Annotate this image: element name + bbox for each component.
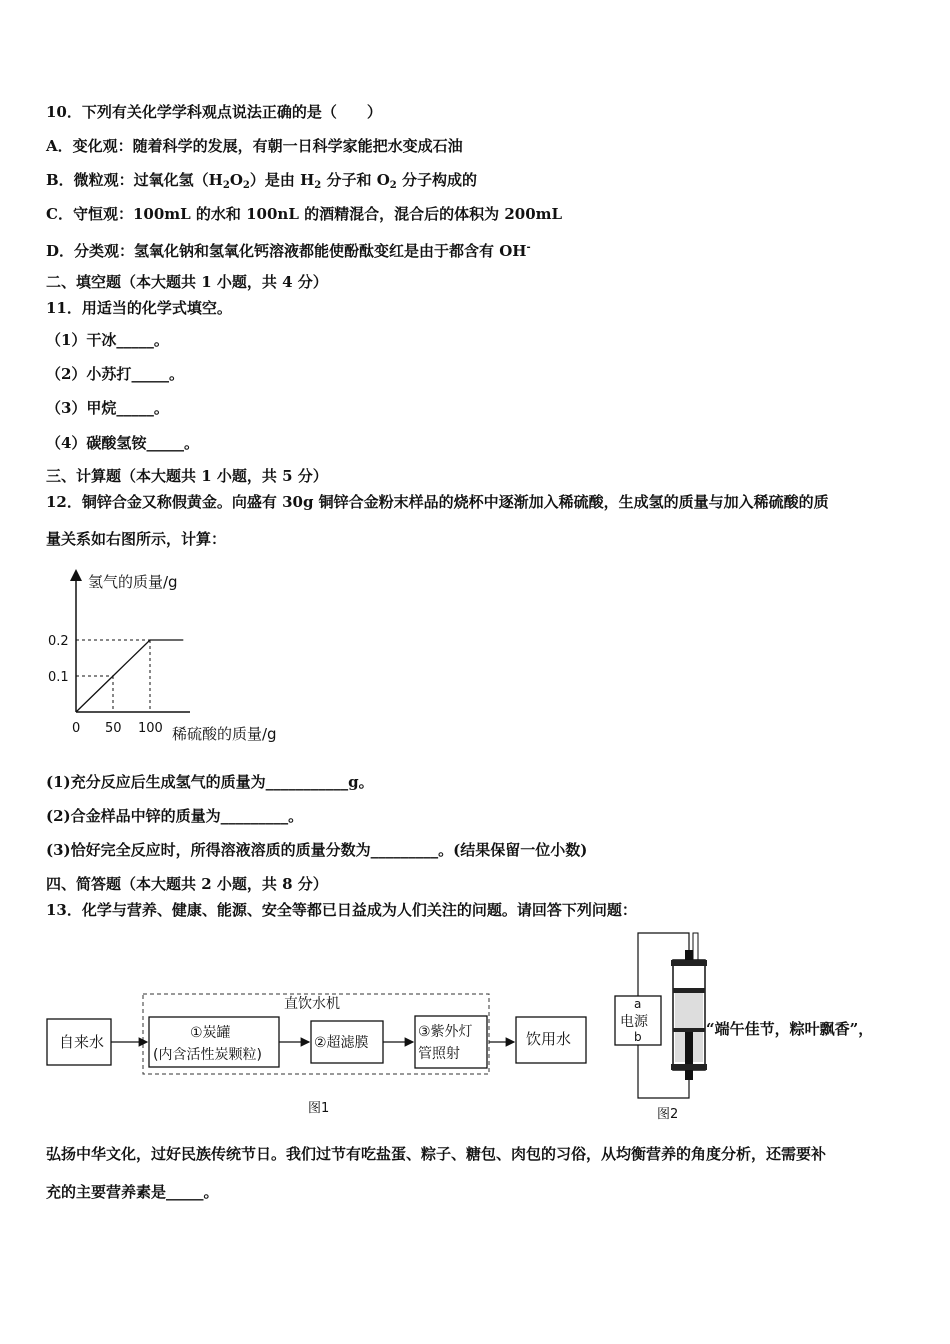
figure-2-electrolysis bbox=[605, 928, 710, 1123]
section-2-title: 二、填空题（本大题共 1 小题，共 4 分） bbox=[46, 273, 328, 291]
electrode-inner bbox=[685, 1032, 693, 1064]
y-tick-label-0: 0.1 bbox=[48, 670, 69, 685]
q12-stem-line2: 量关系如右图所示，计算： bbox=[46, 530, 227, 548]
uv-lamp-label: ③紫外灯 bbox=[418, 1024, 473, 1040]
section-3-title: 三、计算题（本大题共 1 小题，共 5 分） bbox=[46, 467, 328, 485]
figure-1-water-machine bbox=[40, 985, 600, 1120]
series-line-hydrogen bbox=[76, 640, 183, 712]
hydrogen-mass-chart bbox=[40, 565, 310, 750]
q13-body-line2: 充的主要营养素是_____。 bbox=[46, 1183, 219, 1201]
y-axis-label: 氢气的质量/g bbox=[88, 573, 178, 591]
power-terminal-a: a bbox=[634, 997, 642, 1011]
q12-part-3: (3)恰好完全反应时，所得溶液溶质的质量分数为_________。(结果保留一位小数) bbox=[46, 841, 588, 859]
q11-item-4: （4）碳酸氢铵_____。 bbox=[46, 434, 199, 452]
tap-water-label: 自来水 bbox=[59, 1033, 105, 1051]
vessel-cap-top bbox=[671, 960, 707, 966]
figure-1-caption: 图1 bbox=[308, 1101, 330, 1116]
machine-label: 直饮水机 bbox=[284, 996, 340, 1012]
carbon-tank-note: (内含活性炭颗粒) bbox=[153, 1047, 262, 1063]
ultrafilter-label: ②超滤膜 bbox=[314, 1035, 369, 1051]
tube-top-stub bbox=[693, 933, 698, 961]
y-tick-label-1: 0.2 bbox=[48, 634, 69, 649]
q13-stem: 13．化学与营养、健康、能源、安全等都已日益成为人们关注的问题。请回答下列问题： bbox=[46, 901, 637, 919]
q13-quote: “端午佳节，粽叶飘香”， bbox=[706, 1020, 874, 1038]
x-tick-label-1: 50 bbox=[105, 721, 122, 736]
vessel-band-1 bbox=[673, 988, 705, 993]
q11-item-3: （3）甲烷_____。 bbox=[46, 399, 169, 417]
carbon-tank-label: ①炭罐 bbox=[190, 1025, 231, 1041]
electrode-bottom bbox=[685, 1070, 693, 1080]
power-terminal-b: b bbox=[634, 1030, 642, 1044]
vessel-band-2 bbox=[673, 1028, 705, 1032]
q12-stem-line1: 12．铜锌合金又称假黄金。向盛有 30g 铜锌合金粉末样品的烧杯中逐渐加入稀硫酸，生成氢的质量与加入稀硫酸的质 bbox=[46, 493, 829, 511]
q11-item-2: （2）小苏打_____。 bbox=[46, 365, 184, 383]
uv-lamp-note: 管照射 bbox=[418, 1046, 460, 1062]
drinking-water-label: 饮用水 bbox=[526, 1030, 572, 1048]
q11-stem: 11．用适当的化学式填空。 bbox=[46, 299, 232, 317]
q13-body-line1: 弘扬中华文化，过好民族传统节日。我们过节有吃盐蛋、粽子、糖包、肉包的习俗，从均衡营养的角度分析，还需要补 bbox=[46, 1145, 827, 1163]
q12-part-1: (1)充分反应后生成氢气的质量为___________g。 bbox=[46, 773, 374, 791]
vessel-cap-bottom bbox=[671, 1064, 707, 1070]
q12-part-2: (2)合金样品中锌的质量为_________。 bbox=[46, 807, 304, 825]
x-tick-label-0: 0 bbox=[72, 721, 81, 736]
q10-option-d: D．分类观：氢氧化钠和氢氧化钙溶液都能使酚酞变红是由于都含有 OH- bbox=[46, 242, 531, 260]
q10-stem: 10．下列有关化学学科观点说法正确的是（ ） bbox=[46, 103, 382, 121]
q10-option-b: B．微粒观：过氧化氢$(H_2O_2)$是由 $H_2$ 分子和 $O_2$ 分子构成的 bbox=[46, 171, 477, 191]
power-source-label: 电源 bbox=[620, 1014, 648, 1030]
q10-option-a: A．变化观：随着科学的发展，有朝一日科学家能把水变成石油 bbox=[46, 137, 463, 155]
q10-option-c: C．守恒观：100mL 的水和 100nL 的酒精混合，混合后的体积为 200mL bbox=[46, 205, 563, 223]
section-4-title: 四、简答题（本大题共 2 小题，共 8 分） bbox=[46, 875, 328, 893]
x-axis-label: 稀硫酸的质量/g bbox=[172, 725, 277, 743]
x-tick-label-2: 100 bbox=[138, 721, 163, 736]
figure-2-caption: 图2 bbox=[657, 1107, 679, 1122]
q11-item-1: （1）干冰_____。 bbox=[46, 331, 169, 349]
